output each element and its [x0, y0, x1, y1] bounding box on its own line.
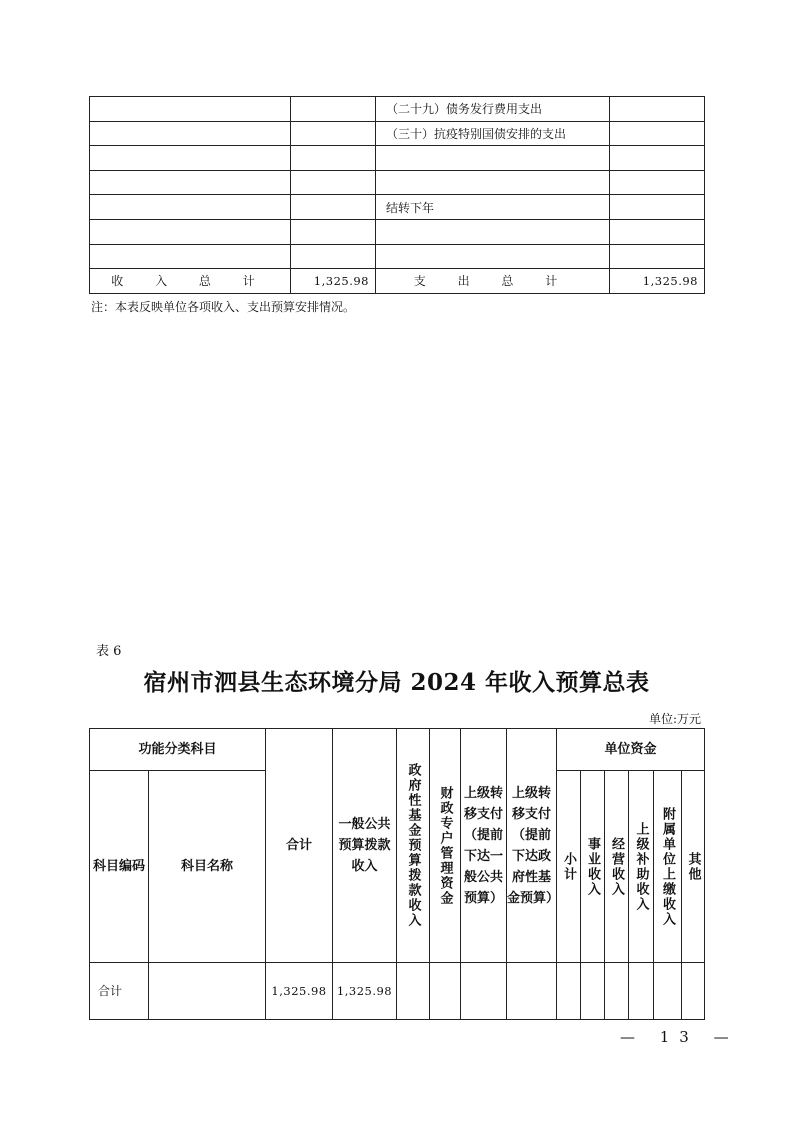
table-cell	[461, 963, 507, 1020]
table-cell	[291, 170, 376, 195]
total-header: 合计	[266, 729, 333, 963]
table-cell	[291, 121, 376, 146]
table-cell	[605, 963, 629, 1020]
carry-forward-label: 结转下年	[376, 195, 610, 220]
expense-total-label: 支 出 总 计	[376, 269, 610, 294]
table-cell	[610, 146, 705, 171]
total-row-label: 合计	[90, 963, 149, 1020]
table-row	[90, 219, 705, 244]
table-cell	[291, 244, 376, 269]
table-note: 注：本表反映单位各项收入、支出预算安排情况。	[91, 300, 356, 314]
expense-total-value: 1,325.98	[610, 269, 705, 294]
table-cell	[376, 244, 610, 269]
table-cell	[90, 170, 291, 195]
table-cell	[90, 219, 291, 244]
table-cell	[610, 195, 705, 220]
table-row	[90, 170, 705, 195]
table-cell	[610, 121, 705, 146]
table-cell	[90, 97, 291, 122]
table-cell	[581, 963, 605, 1020]
table-cell	[291, 97, 376, 122]
total-row	[90, 269, 705, 294]
unit-label: 单位:万元	[648, 712, 701, 726]
operating-income-header: 经营收入	[605, 771, 629, 963]
table-cell	[291, 219, 376, 244]
expense-item-label: （三十）抗疫特别国债安排的支出	[376, 121, 610, 146]
table-cell	[291, 195, 376, 220]
special-fund-header: 财政专户管理资金	[430, 729, 461, 963]
total-value: 1,325.98	[266, 963, 333, 1020]
expense-item-label: （二十九）债务发行费用支出	[376, 97, 610, 122]
table-cell	[557, 963, 581, 1020]
transfer-general-header: 上级转移支付（提前下达一般公共预算）	[461, 729, 507, 963]
table-cell	[629, 963, 654, 1020]
general-budget-value: 1,325.98	[333, 963, 397, 1020]
table-cell	[90, 195, 291, 220]
table-cell	[654, 963, 682, 1020]
table-cell	[507, 963, 557, 1020]
table-cell	[291, 146, 376, 171]
header-row	[90, 729, 705, 771]
table-cell	[90, 146, 291, 171]
affiliated-income-header: 附属单位上缴收入	[654, 771, 682, 963]
table-row	[90, 97, 705, 122]
subject-name-header: 科目名称	[149, 771, 266, 963]
table-row	[90, 963, 705, 1020]
page-number: — 13 —	[620, 1028, 739, 1046]
table-cell	[430, 963, 461, 1020]
table-cell	[610, 219, 705, 244]
unit-funds-header: 单位资金	[557, 729, 705, 771]
table-cell	[376, 146, 610, 171]
other-header: 其他	[682, 771, 705, 963]
superior-subsidy-header: 上级补助收入	[629, 771, 654, 963]
table-row	[90, 244, 705, 269]
func-class-header: 功能分类科目	[90, 729, 266, 771]
table-cell	[610, 244, 705, 269]
continuation-table	[89, 96, 705, 294]
gov-fund-header: 政府性基金预算拨款收入	[397, 729, 430, 963]
transfer-gov-fund-header: 上级转移支付（提前下达政府性基金预算）	[507, 729, 557, 963]
income-total-label: 收 入 总 计	[90, 269, 291, 294]
table-cell	[610, 97, 705, 122]
table-cell	[682, 963, 705, 1020]
subject-code-header: 科目编码	[90, 771, 149, 963]
table-cell	[90, 121, 291, 146]
table-cell	[376, 219, 610, 244]
table-cell	[149, 963, 266, 1020]
table-cell	[376, 170, 610, 195]
business-income-header: 事业收入	[581, 771, 605, 963]
income-budget-table	[89, 728, 705, 1020]
table-label: 表 6	[96, 644, 122, 659]
table-row	[90, 121, 705, 146]
table-cell	[397, 963, 430, 1020]
table-row	[90, 195, 705, 220]
table-row	[90, 146, 705, 171]
table-cell	[610, 170, 705, 195]
page-title: 宿州市泗县生态环境分局 2024 年收入预算总表	[143, 669, 650, 696]
subtotal-header: 小计	[557, 771, 581, 963]
table-cell	[90, 244, 291, 269]
general-budget-header: 一般公共预算拨款收入	[333, 729, 397, 963]
income-total-value: 1,325.98	[291, 269, 376, 294]
